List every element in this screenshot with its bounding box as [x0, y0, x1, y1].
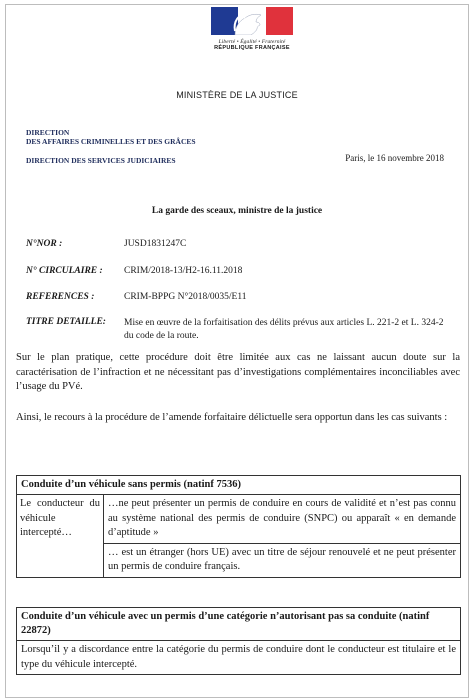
nor-value: JUSD1831247C — [124, 239, 187, 249]
document-page — [5, 4, 469, 698]
paragraph-procedure: Sur le plan pratique, cette procédure doit être limitée aux cas ne laissant aucun doute sur la caractérisation de l’infraction et ne nécessitant pas d’investigations complémentaires inconciliables avec l’usage du PVé. — [16, 352, 460, 392]
table-categorie — [16, 607, 461, 675]
references-value: CRIM-BPPG N°2018/0035/E11 — [124, 292, 247, 302]
direction-line-1: DIRECTION — [26, 128, 70, 137]
direction-line-2: DES AFFAIRES CRIMINELLES ET DES GRÂCES — [26, 137, 196, 146]
case-sans-permis-1: …ne peut présenter un permis de conduire en cours de validité et n’est pas connu au système national des permis de conduire (SNPC) ou apparaît « en demande d’aptitude » — [108, 498, 456, 538]
case-sans-permis-2: … est un étranger (hors UE) avec un titre de séjour renouvelé et ne peut présenter un permis de conduire français. — [104, 543, 460, 577]
republic-text: RÉPUBLIQUE FRANÇAISE — [214, 45, 290, 51]
circulaire-value: CRIM/2018-13/H2-16.11.2018 — [124, 266, 243, 276]
marianne-profile-icon — [225, 9, 279, 35]
signatory-title: La garde des sceaux, ministre de la justice — [151, 206, 323, 216]
table-sans-permis-left: Le conducteur du véhicule intercepté… — [17, 495, 104, 577]
circulaire-label: N° CIRCULAIRE : — [26, 266, 103, 276]
republique-francaise-logo — [207, 7, 297, 59]
direction-block — [26, 128, 196, 146]
direction-services: DIRECTION DES SERVICES JUDICIAIRES — [26, 156, 176, 165]
ministry-heading: MINISTÈRE DE LA JUSTICE — [176, 90, 298, 100]
table-sans-permis-heading: Conduite d’un véhicule sans permis (natinf 7536) — [17, 476, 460, 495]
table-sans-permis — [16, 475, 461, 578]
date-line: Paris, le 16 novembre 2018 — [345, 153, 444, 163]
table-categorie-body: Lorsqu’il y a discordance entre la catégorie du permis de conduire dont le conducteur est titulaire et le type du véhicule intercepté. — [21, 644, 456, 670]
paragraph-cases-intro: Ainsi, le recours à la procédure de l’amende forfaitaire délictuelle sera opportun dans les cas suivants : — [16, 412, 448, 423]
table-categorie-heading: Conduite d’un véhicule avec un permis d’une catégorie n’autorisant pas sa conduite (natinf 22872) — [17, 608, 460, 641]
references-label: REFERENCES : — [26, 292, 95, 302]
table-row — [17, 495, 460, 577]
tricolor-flag-icon — [211, 7, 293, 35]
motto-text: Liberté • Égalité • Fraternité — [218, 39, 286, 45]
titre-label: TITRE DETAILLE: — [26, 317, 106, 327]
titre-value: Mise en œuvre de la forfaitisation des délits prévus aux articles L. 221-2 et L. 324-2 du code de la route. — [124, 318, 444, 341]
nor-label: N°NOR : — [26, 239, 63, 249]
table-sans-permis-cases — [104, 495, 460, 577]
